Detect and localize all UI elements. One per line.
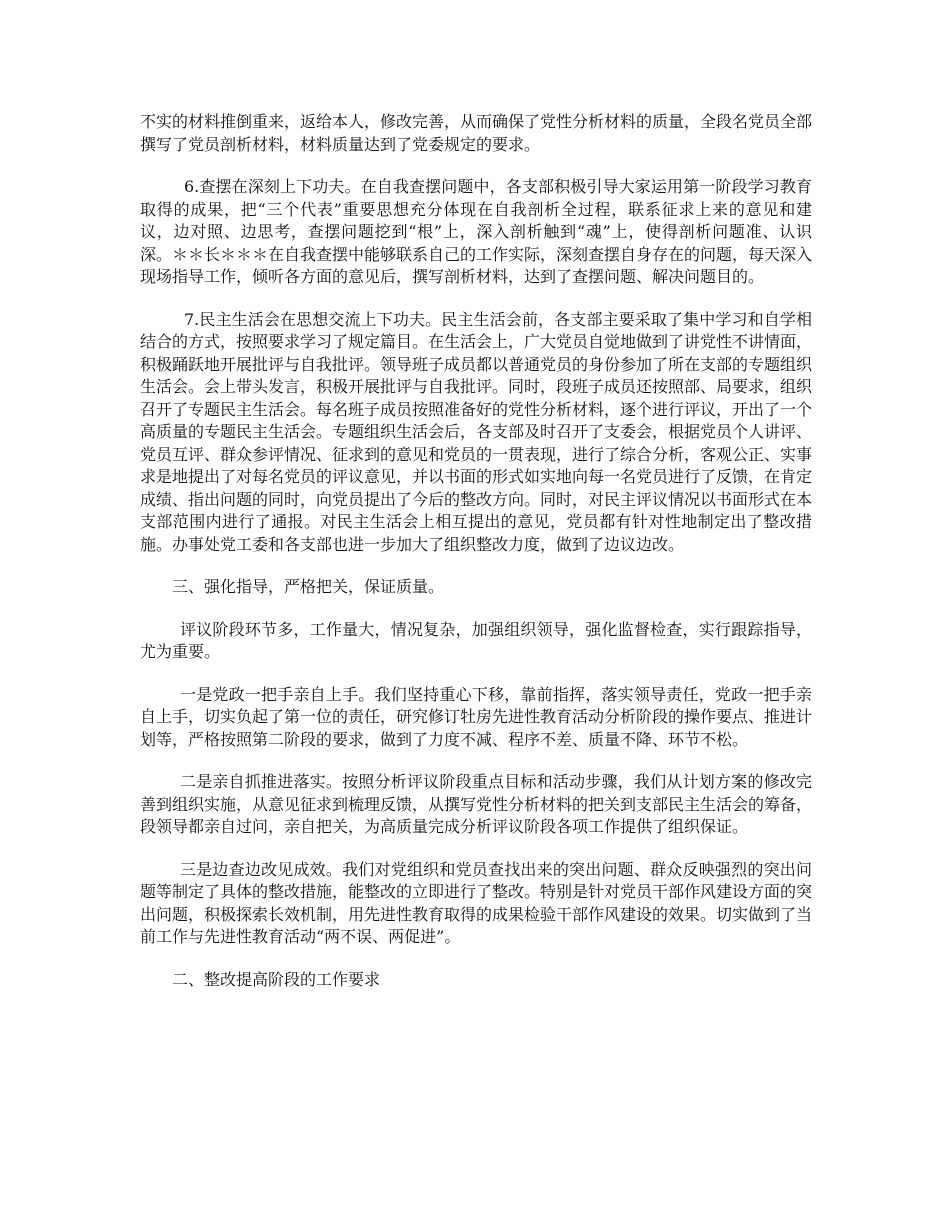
section-heading-3: 三、强化指导，严格把关，保证质量。 bbox=[172, 577, 445, 596]
paragraph-continuation: 不实的材料推倒重来，返给本人，修改完善，从而确保了党性分析材料的质量，全段名党员全部撰写了党员剖析材料，材料质量达到了党委规定的要求。 bbox=[140, 112, 813, 154]
document-page bbox=[140, 111, 812, 1011]
paragraph-point-2: 二是亲自抓推进落实。按照分析评议阶段重点目标和活动步骤，我们从计划方案的修改完善到组织实施，从意见征求到梳理反馈，从撰写党性分析材料的把关到支部民主生活会的筹备，段领导都亲自过问，亲自把关，为高质量完成分析评议阶段各项工作提供了组织保证。 bbox=[140, 772, 813, 836]
section-heading-2: 二、整改提高阶段的工作要求 bbox=[172, 969, 381, 989]
paragraph-point-3: 三是边查边改见成效。我们对党组织和党员查找出来的突出问题、群众反映强烈的突出问题等制定了具体的整改措施，能整改的立即进行了整改。特别是针对党员干部作风建设方面的突出问题，积极探索长效机制，用先进性教育取得的成果检验干部作风建设的效果。切实做到了当前工作与先进性教育活动“两不误、两促进”。 bbox=[140, 859, 813, 946]
paragraph-item-7: 7.民主生活会在思想交流上下功夫。民主生活会前，各支部主要采取了集中学习和自学相结合的方式，按照要求学习了规定篇目。在生活会上，广大党员自觉地做到了讲党性不讲情面，积极踊跃地开展批评与自我批评。领导班子成员都以普通党员的身份参加了所在支部的专题组织生活会。会上带头发言，积极开展批评与自我批评。同时，段班子成员还按照部、局要求，组织召开了专题民主生活会。每名班子成员按照准备好的党性分析材料，逐个进行评议，开出了一个高质量的专题民主生活会。专题组织生活会后，各支部及时召开了支委会，根据党员个人讲评、党员互评、群众参评情况、征求到的意见和党员的一贯表现，进行了综合分析，客观公正、实事求是地提出了对每名党员的评议意见，并以书面的形式如实地向每一名党员进行了反馈，在肯定成绩、指出问题的同时，向党员提出了今后的整改方向。同时，对民主评议情况以书面形式在本支部范围内进行了通报。对民主生活会上相互提出的意见，党员都有针对性地制定出了整改措施。办事处党工委和各支部也进一步加大了组织整改力度，做到了边议边改。 bbox=[140, 309, 813, 554]
paragraph-intro: 评议阶段环节多，工作量大，情况复杂，加强组织领导，强化监督检查，实行跟踪指导，尤为重要。 bbox=[140, 619, 812, 661]
paragraph-item-6: 6.查摆在深刻上下功夫。在自我查摆问题中，各支部积极引导大家运用第一阶段学习教育取得的成果，把“三个代表”重要思想充分体现在自我剖析全过程，联系征求上来的意见和建议，边对照、边思考，查摆问题挖到“根”上，深入剖析触到“魂”上，使得剖析问题准、认识深。＊＊长＊＊＊在自我查摆中能够联系自己的工作实际，深刻查摆自身存在的问题，每天深入现场指导工作，倾听各方面的意见后，撰写剖析材料，达到了查摆问题、解决问题目的。 bbox=[140, 177, 813, 286]
paragraph-point-1: 一是党政一把手亲自上手。我们坚持重心下移，靠前指挥，落实领导责任，党政一把手亲自上手，切实负起了第一位的责任，研究修订牡房先进性教育活动分析阶段的操作要点、推进计划等，严格按照第二阶段的要求，做到了力度不减、程序不差、质量不降、环节不松。 bbox=[140, 684, 813, 749]
